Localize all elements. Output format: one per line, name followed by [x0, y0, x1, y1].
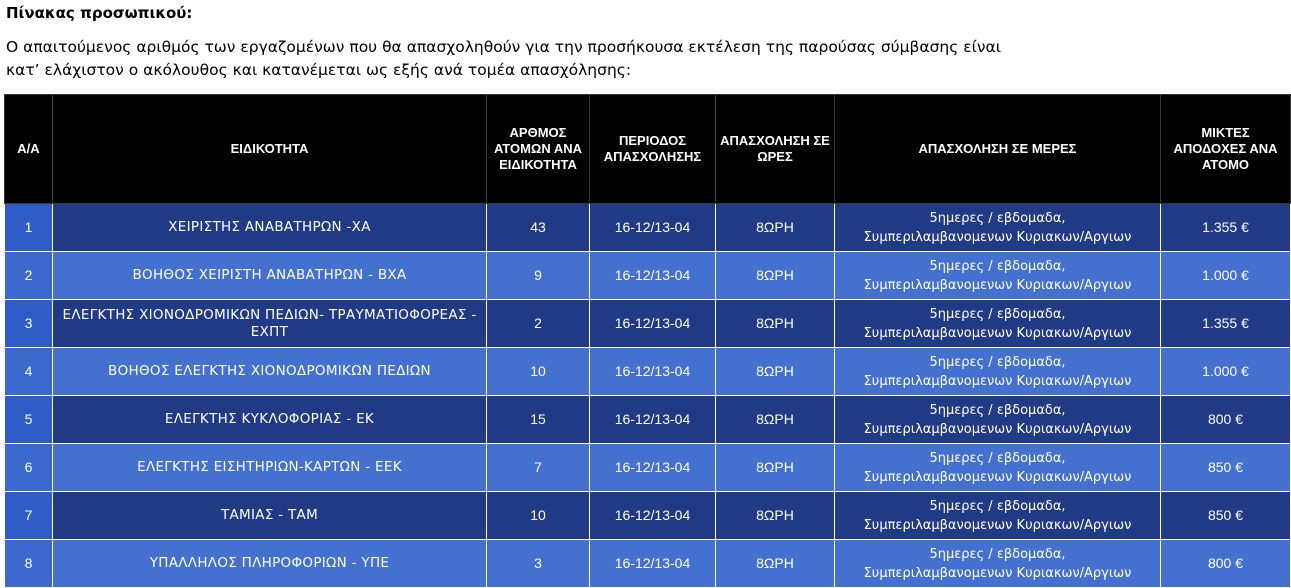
table-row: [5, 540, 1291, 588]
intro-line-2: κατ’ ελάχιστον ο ακόλουθος και κατανέμεται ως εξής ανά τομέα απασχόλησης:: [6, 61, 632, 79]
cell-days-line-1: 5ημερες / εβδομαδα,: [929, 498, 1066, 514]
cell-specialty: ΕΛΕΓΚΤΗΣ ΚΥΚΛΟΦΟΡΙΑΣ - ΕΚ: [53, 396, 487, 444]
table-row: [5, 396, 1291, 444]
cell-aa: 1: [5, 204, 53, 252]
cell-pay: 800 €: [1161, 396, 1291, 444]
cell-hours: 8ΩΡΗ: [716, 540, 835, 588]
table-row: [5, 348, 1291, 396]
cell-hours: 8ΩΡΗ: [716, 444, 835, 492]
cell-days: [835, 444, 1161, 492]
cell-period: 16-12/13-04: [590, 252, 716, 300]
cell-hours: 8ΩΡΗ: [716, 300, 835, 348]
cell-period: 16-12/13-04: [590, 204, 716, 252]
cell-days-line-2: Συμπεριλαμβανομενων Κυριακων/Αργιων: [863, 469, 1132, 485]
table-header-row: [5, 95, 1291, 204]
cell-days: [835, 348, 1161, 396]
cell-hours: 8ΩΡΗ: [716, 348, 835, 396]
cell-days-line-1: 5ημερες / εβδομαδα,: [929, 450, 1066, 466]
personnel-table: [4, 94, 1291, 588]
cell-specialty: ΤΑΜΙΑΣ - ΤΑΜ: [53, 492, 487, 540]
header-specialty: ΕΙΔΙΚΟΤΗΤΑ: [53, 95, 487, 204]
cell-days-line-1: 5ημερες / εβδομαδα,: [929, 354, 1066, 370]
cell-pay: 1.000 €: [1161, 348, 1291, 396]
intro-line-1: Ο απαιτούμενος αριθμός των εργαζομένων που θα απασχοληθούν για την προσήκουσα εκτέλεση της παρούσας σύμβασης είναι: [6, 38, 1002, 56]
header-period: ΠΕΡΙΟΔΟΣ ΑΠΑΣΧΟΛΗΣΗΣ: [590, 95, 716, 204]
cell-aa: 3: [5, 300, 53, 348]
cell-period: 16-12/13-04: [590, 492, 716, 540]
cell-hours: 8ΩΡΗ: [716, 204, 835, 252]
cell-pay: 850 €: [1161, 444, 1291, 492]
cell-count: 43: [487, 204, 590, 252]
cell-pay: 800 €: [1161, 540, 1291, 588]
cell-days-line-2: Συμπεριλαμβανομενων Κυριακων/Αργιων: [863, 373, 1132, 389]
header-days: ΑΠΑΣΧΟΛΗΣΗ ΣΕ ΜΕΡΕΣ: [835, 95, 1161, 204]
cell-days: [835, 396, 1161, 444]
header-aa: Α/Α: [5, 95, 53, 204]
cell-period: 16-12/13-04: [590, 348, 716, 396]
header-hours: ΑΠΑΣΧΟΛΗΣΗ ΣΕ ΩΡΕΣ: [716, 95, 835, 204]
cell-hours: 8ΩΡΗ: [716, 396, 835, 444]
cell-hours: 8ΩΡΗ: [716, 252, 835, 300]
cell-days: [835, 204, 1161, 252]
cell-days-line-1: 5ημερες / εβδομαδα,: [929, 258, 1066, 274]
cell-aa: 8: [5, 540, 53, 588]
cell-count: 9: [487, 252, 590, 300]
cell-days: [835, 300, 1161, 348]
cell-count: 10: [487, 492, 590, 540]
cell-specialty: ΕΛΕΓΚΤΗΣ ΧΙΟΝΟΔΡΟΜΙΚΩΝ ΠΕΔΙΩΝ- ΤΡΑΥΜΑΤΙΟΦΟΡΕΑΣ - ΕΧΠΤ: [53, 300, 487, 348]
cell-specialty: ΒΟΗΘΟΣ ΕΛΕΓΚΤΗΣ ΧΙΟΝΟΔΡΟΜΙΚΩΝ ΠΕΔΙΩΝ: [53, 348, 487, 396]
cell-specialty: ΥΠΑΛΛΗΛΟΣ ΠΛΗΡΟΦΟΡΙΩΝ - ΥΠΕ: [53, 540, 487, 588]
cell-period: 16-12/13-04: [590, 396, 716, 444]
cell-days-line-2: Συμπεριλαμβανομενων Κυριακων/Αργιων: [863, 229, 1132, 245]
cell-period: 16-12/13-04: [590, 540, 716, 588]
cell-days: [835, 252, 1161, 300]
cell-days: [835, 492, 1161, 540]
header-count: ΑΡΘΜΟΣ ΑΤΟΜΩΝ ΑΝΑ ΕΙΔΙΚΟΤΗΤΑ: [487, 95, 590, 204]
cell-hours: 8ΩΡΗ: [716, 492, 835, 540]
cell-period: 16-12/13-04: [590, 444, 716, 492]
cell-aa: 6: [5, 444, 53, 492]
cell-aa: 5: [5, 396, 53, 444]
table-row: [5, 300, 1291, 348]
cell-pay: 850 €: [1161, 492, 1291, 540]
cell-days-line-1: 5ημερες / εβδομαδα,: [929, 402, 1066, 418]
intro-paragraph: [6, 36, 1146, 82]
cell-pay: 1.355 €: [1161, 204, 1291, 252]
table-row: [5, 204, 1291, 252]
cell-count: 10: [487, 348, 590, 396]
cell-count: 2: [487, 300, 590, 348]
cell-specialty: ΧΕΙΡΙΣΤΗΣ ΑΝΑΒΑΤΗΡΩΝ -ΧΑ: [53, 204, 487, 252]
section-heading: Πίνακας προσωπικού:: [6, 4, 193, 22]
cell-specialty: ΒΟΗΘΟΣ ΧΕΙΡΙΣΤΗ ΑΝΑΒΑΤΗΡΩΝ - ΒΧΑ: [53, 252, 487, 300]
cell-days-line-1: 5ημερες / εβδομαδα,: [929, 306, 1066, 322]
header-pay: ΜΙΚΤΕΣ ΑΠΟΔΟΧΕΣ ΑΝΑ ΑΤΟΜΟ: [1161, 95, 1291, 204]
cell-days: [835, 540, 1161, 588]
cell-pay: 1.000 €: [1161, 252, 1291, 300]
cell-days-line-1: 5ημερες / εβδομαδα,: [929, 210, 1066, 226]
cell-days-line-2: Συμπεριλαμβανομενων Κυριακων/Αργιων: [863, 277, 1132, 293]
table-row: [5, 492, 1291, 540]
cell-days-line-2: Συμπεριλαμβανομενων Κυριακων/Αργιων: [863, 565, 1132, 581]
cell-count: 15: [487, 396, 590, 444]
cell-days-line-2: Συμπεριλαμβανομενων Κυριακων/Αργιων: [863, 517, 1132, 533]
cell-days-line-2: Συμπεριλαμβανομενων Κυριακων/Αργιων: [863, 421, 1132, 437]
table-row: [5, 444, 1291, 492]
cell-aa: 7: [5, 492, 53, 540]
cell-period: 16-12/13-04: [590, 300, 716, 348]
cell-specialty: ΕΛΕΓΚΤΗΣ ΕΙΣΗΤΗΡΙΩΝ-ΚΑΡΤΩΝ - ΕΕΚ: [53, 444, 487, 492]
cell-days-line-1: 5ημερες / εβδομαδα,: [929, 546, 1066, 562]
cell-count: 3: [487, 540, 590, 588]
cell-aa: 4: [5, 348, 53, 396]
cell-count: 7: [487, 444, 590, 492]
table-row: [5, 252, 1291, 300]
cell-aa: 2: [5, 252, 53, 300]
cell-pay: 1.355 €: [1161, 300, 1291, 348]
cell-days-line-2: Συμπεριλαμβανομενων Κυριακων/Αργιων: [863, 325, 1132, 341]
